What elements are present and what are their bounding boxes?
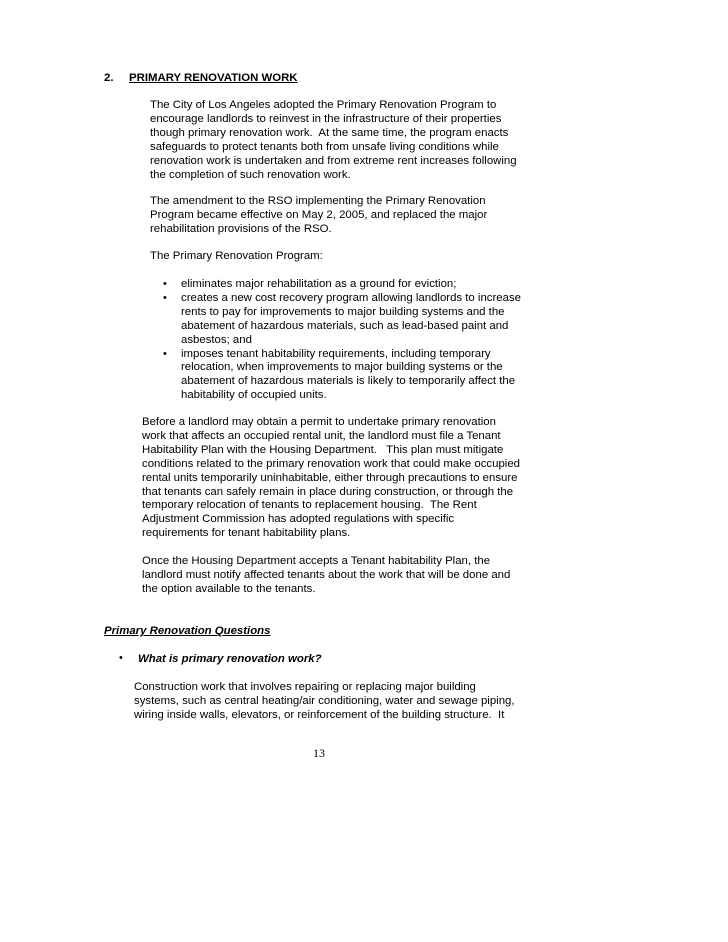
amendment-paragraph — [150, 195, 487, 237]
bullet-icon: • — [163, 347, 167, 360]
list-item — [163, 348, 521, 404]
section-title: PRIMARY RENOVATION WORK — [129, 72, 298, 84]
notify-line: the option available to the tenants. — [142, 582, 316, 595]
bullet-line: abatement of hazardous materials is likely to temporarily affect the — [181, 375, 516, 388]
program-lead: The Primary Renovation Program: — [150, 250, 323, 262]
amendment-line: Program became effective on May 2, 2005, and replaced the major — [150, 208, 488, 221]
questions-heading: Primary Renovation Questions — [104, 625, 271, 637]
list-item — [163, 292, 521, 348]
program-bullet-list — [163, 278, 521, 403]
amendment-line: rehabilitation provisions of the RSO. — [150, 222, 332, 235]
bullet-icon: • — [119, 652, 123, 664]
intro-line: though primary renovation work. At the same time, the program enacts — [150, 126, 509, 139]
page-number: 13 — [313, 746, 325, 760]
intro-paragraph — [150, 99, 517, 182]
permit-paragraph — [142, 416, 520, 541]
intro-line: renovation work is undertaken and from extreme rent increases following — [150, 154, 517, 167]
answer-line: wiring inside walls, elevators, or reinforcement of the building structure. It — [134, 708, 505, 721]
bullet-line: rents to pay for improvements to major building systems and the — [181, 305, 505, 318]
permit-line: rental units temporarily uninhabitable, either through precautions to ensure — [142, 471, 518, 484]
permit-line: Before a landlord may obtain a permit to undertake primary renovation — [142, 416, 496, 428]
bullet-line: creates a new cost recovery program allowing landlords to increase — [181, 291, 521, 304]
permit-line: that tenants can safely remain in place during construction, or through the — [142, 485, 514, 498]
permit-line: temporary relocation of tenants to replacement housing. The Rent — [142, 499, 477, 512]
answer-paragraph — [134, 681, 515, 723]
amendment-line: The amendment to the RSO implementing the Primary Renovation — [150, 195, 486, 207]
notify-line: landlord must notify affected tenants about the work that will be done and — [142, 568, 511, 581]
bullet-line: relocation, when improvements to major building systems or the — [181, 361, 503, 374]
bullet-icon: • — [163, 291, 167, 304]
bullet-line: abatement of hazardous materials, such as lead-based paint and — [181, 319, 509, 332]
permit-line: Adjustment Commission has adopted regulations with specific — [142, 513, 455, 526]
permit-line: requirements for tenant habitability plans. — [142, 527, 351, 540]
section-number: 2. — [104, 72, 114, 84]
bullet-icon: • — [163, 278, 167, 290]
permit-line: work that affects an occupied rental unit, the landlord must file a Tenant — [142, 429, 501, 442]
answer-line: Construction work that involves repairing or replacing major building — [134, 681, 476, 693]
notify-line: Once the Housing Department accepts a Tenant habitability Plan, the — [142, 555, 491, 567]
intro-line: encourage landlords to reinvest in the infrastructure of their properties — [150, 112, 502, 125]
bullet-line: habitability of occupied units. — [181, 389, 327, 402]
notify-paragraph — [142, 555, 510, 597]
list-item — [163, 278, 521, 292]
permit-line: conditions related to the primary renovation work that could make occupied — [142, 457, 520, 470]
question-text: What is primary renovation work? — [138, 653, 322, 665]
bullet-line: eliminates major rehabilitation as a ground for eviction; — [181, 278, 457, 290]
intro-line: the completion of such renovation work. — [150, 168, 351, 181]
permit-line: Habitability Plan with the Housing Department. This plan must mitigate — [142, 443, 504, 456]
bullet-line: asbestos; and — [181, 333, 252, 346]
intro-line: The City of Los Angeles adopted the Primary Renovation Program to — [150, 99, 497, 111]
bullet-line: imposes tenant habitability requirements, including temporary — [181, 347, 491, 360]
answer-line: systems, such as central heating/air conditioning, water and sewage piping, — [134, 694, 515, 707]
intro-line: safeguards to protect tenants both from unsafe living conditions while — [150, 140, 499, 153]
